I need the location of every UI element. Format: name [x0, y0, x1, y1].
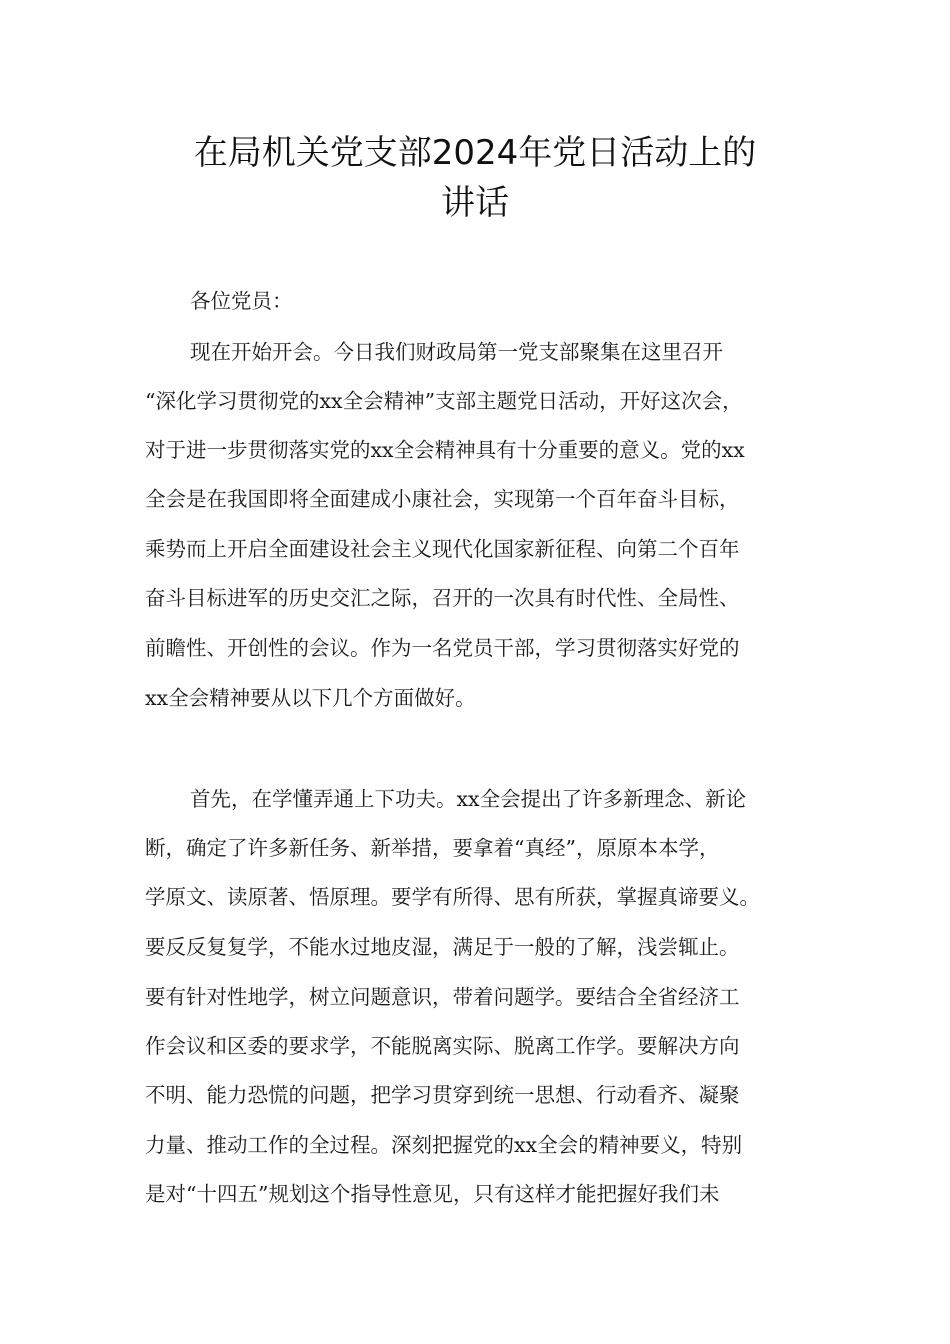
document-title-line-2: 讲话: [441, 183, 509, 223]
paragraph-2-line: 不明、能力恐慌的问题，把学习贯穿到统一思想、行动看齐、凝聚: [145, 1083, 740, 1107]
paragraph-2-line: 力量、推动工作的全过程。深刻把握党的xx全会的精神要义，特别: [145, 1133, 743, 1157]
paragraph-2-line: 学原文、读原著、悟原理。要学有所得、思有所获，掌握真谛要义。: [145, 885, 760, 909]
paragraph-2-line: 首先，在学懂弄通上下功夫。xx全会提出了许多新理念、新论: [190, 787, 747, 811]
paragraph-2-line: 断，确定了许多新任务、新举措，要拿着“真经”，原原本本学，: [145, 836, 720, 860]
document-title-line-1: 在局机关党支部2024年党日活动上的: [193, 133, 757, 173]
paragraph-1-line: 全会是在我国即将全面建成小康社会，实现第一个百年奋斗目标，: [145, 487, 740, 511]
salutation: 各位党员：: [190, 289, 293, 313]
paragraph-1-line: xx全会精神要从以下几个方面做好。: [145, 686, 476, 710]
paragraph-1-line: 现在开始开会。今日我们财政局第一党支部聚集在这里召开: [190, 340, 723, 364]
paragraph-1-line: 前瞻性、开创性的会议。作为一名党员干部，学习贯彻落实好党的: [145, 636, 740, 660]
paragraph-1-line: 乘势而上开启全面建设社会主义现代化国家新征程、向第二个百年: [145, 537, 740, 561]
paragraph-2-line: 是对“十四五”规划这个指导性意见，只有这样才能把握好我们未: [145, 1182, 720, 1206]
paragraph-1-line: 奋斗目标进军的历史交汇之际，召开的一次具有时代性、全局性、: [145, 586, 740, 610]
paragraph-1-line: “深化学习贯彻党的xx全会精神”支部主题党日活动，开好这次会，: [145, 389, 743, 413]
paragraph-1-line: 对于进一步贯彻落实党的xx全会精神具有十分重要的意义。党的xx: [145, 438, 745, 462]
paragraph-2-line: 要反反复复学，不能水过地皮湿，满足于一般的了解，浅尝辄止。: [145, 935, 740, 959]
paragraph-2-line: 作会议和区委的要求学，不能脱离实际、脱离工作学。要解决方向: [145, 1034, 740, 1058]
paragraph-2-line: 要有针对性地学，树立问题意识，带着问题学。要结合全省经济工: [145, 985, 740, 1009]
